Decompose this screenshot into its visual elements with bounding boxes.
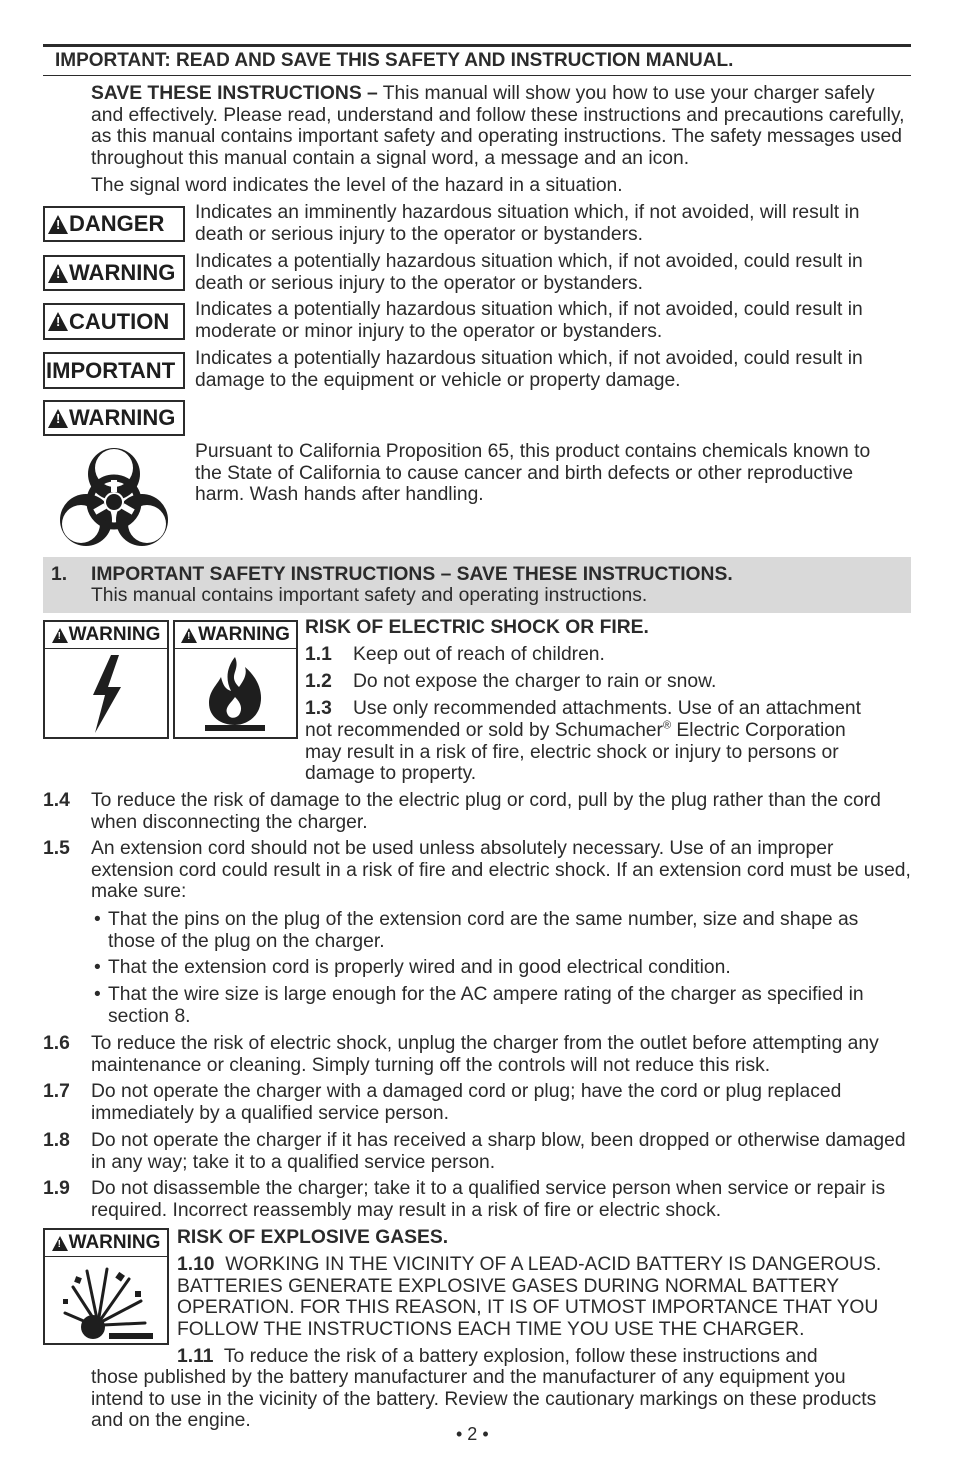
section-1-number: 1.	[51, 564, 68, 585]
top-rule	[43, 44, 911, 47]
prop65-warning-label	[43, 400, 185, 436]
item-1-7-text: Do not operate the charger with a damaged cord or plug; have the cord or plug replaced immediately by a qualified service person.	[91, 1081, 842, 1124]
item-1-8-number: 1.8	[43, 1130, 70, 1151]
important-description: Indicates a potentially hazardous situation which, if not avoided, could result in damage to the equipment or vehicle or property damage.	[195, 348, 863, 391]
shock-warning-heading	[45, 622, 167, 649]
item-1-3-text-b-main: not recommended or sold by Schumacher	[305, 720, 663, 741]
item-1-4-number: 1.4	[43, 790, 70, 811]
bullet-item	[94, 984, 909, 1027]
warning-word: WARNING	[69, 260, 176, 285]
item-1-11-number: 1.11	[177, 1346, 214, 1367]
important-label	[43, 352, 185, 389]
item-1-4-text: To reduce the risk of damage to the electric plug or cord, pull by the plug rather than the cord when disconnecting the charger.	[91, 790, 881, 833]
fire-warning-heading	[175, 622, 296, 649]
item-1-2-text: Do not expose the charger to rain or snow.	[353, 671, 717, 692]
item-1-8-text: Do not operate the charger if it has received a sharp blow, been dropped or otherwise damaged in any way; take it to a qualified service person.	[91, 1130, 906, 1173]
item-1-1-text: Keep out of reach of children.	[353, 644, 605, 665]
alert-triangle-icon	[48, 264, 68, 283]
signal-intro: The signal word indicates the level of the hazard in a situation.	[91, 175, 623, 196]
explosion-warning-heading	[45, 1230, 167, 1257]
warning-description: Indicates a potentially hazardous situation which, if not avoided, could result in death or serious injury to the operator or bystanders.	[195, 251, 863, 294]
prop65-warning-word: WARNING	[69, 405, 176, 430]
item-1-3-text-a: Use only recommended attachments. Use of an attachment	[353, 698, 861, 719]
lightning-bolt-icon	[45, 649, 167, 737]
item-1-10-number: 1.10	[177, 1254, 215, 1275]
item-1-9-text: Do not disassemble the charger; take it to a qualified service person when service or repair is required. Incorrect reassembly may result in a risk of fire or electric shock.	[91, 1178, 886, 1221]
page-header: IMPORTANT: READ AND SAVE THIS SAFETY AND INSTRUCTION MANUAL.	[55, 50, 734, 71]
item-1-3-number: 1.3	[305, 698, 332, 719]
item-1-5-text: An extension cord should not be used unless absolutely necessary. Use of an improper extension cord could result in a risk of fire and electric shock. If an extension cord must be used, make sure:	[91, 838, 911, 902]
bullet-item	[94, 909, 909, 952]
alert-triangle-icon	[52, 628, 68, 643]
fire-warning-panel	[173, 620, 298, 739]
bullet-mark: •	[94, 909, 101, 930]
intro-lead: SAVE THESE INSTRUCTIONS –	[91, 83, 378, 104]
item-1-3-text-e: damage to property.	[305, 763, 477, 784]
caution-word: CAUTION	[69, 308, 170, 334]
fire-warning-word: WARNING	[198, 624, 290, 646]
alert-triangle-icon	[48, 409, 68, 428]
item-1-7-number: 1.7	[43, 1081, 70, 1102]
bullet-text: That the extension cord is properly wired and in good electrical condition.	[108, 957, 731, 978]
alert-triangle-icon	[48, 312, 68, 331]
section-1-title: IMPORTANT SAFETY INSTRUCTIONS – SAVE THESE INSTRUCTIONS.	[91, 564, 733, 585]
page-number: • 2 •	[456, 1424, 489, 1444]
section-1-subtitle: This manual contains important safety and operating instructions.	[91, 585, 648, 606]
explosion-icon	[45, 1257, 167, 1343]
intro-paragraph	[91, 83, 911, 169]
alert-triangle-icon	[52, 1236, 68, 1251]
alert-triangle-icon	[181, 628, 197, 643]
danger-description: Indicates an imminently hazardous situation which, if not avoided, will result in death or serious injury to the operator or bystanders.	[195, 202, 860, 245]
item-1-2-number: 1.2	[305, 671, 332, 692]
item-1-11-text-first: To reduce the risk of a battery explosion, follow these instructions and	[223, 1346, 818, 1367]
item-1-6-text: To reduce the risk of electric shock, unplug the charger from the outlet before attempting any maintenance or cleaning. Simply turning off the controls will not reduce this risk.	[91, 1033, 879, 1076]
item-1-10	[177, 1254, 917, 1340]
danger-word: DANGER	[69, 211, 165, 236]
item-1-6-number: 1.6	[43, 1033, 70, 1054]
alert-triangle-icon	[48, 215, 68, 234]
bullet-mark: •	[94, 957, 101, 978]
item-1-3-text-b	[305, 720, 846, 742]
item-1-9-number: 1.9	[43, 1178, 70, 1199]
bullet-text: That the wire size is large enough for the AC ampere rating of the charger as specified in section 8.	[108, 984, 864, 1027]
shock-warning-word: WARNING	[68, 624, 161, 646]
intro-text: This manual will show you how to use your charger safely and effectively. Please read, understand and follow these instructions and precautions carefully, as this manual contains important safety and operating instructions. The safety messages used throughout this manual contain a signal word, a message and an icon.	[91, 83, 905, 169]
explosion-warning-word: WARNING	[68, 1232, 161, 1254]
item-1-3-text-d: may result in a risk of fire, electric shock or injury to persons or	[305, 742, 839, 763]
item-1-5-number: 1.5	[43, 838, 70, 859]
explosion-warning-panel	[43, 1228, 169, 1345]
item-1-1-number: 1.1	[305, 644, 332, 665]
shock-warning-panel	[43, 620, 169, 739]
registered-mark: ®	[662, 719, 672, 732]
caution-description: Indicates a potentially hazardous situation which, if not avoided, could result in moderate or minor injury to the operator or bystanders.	[195, 299, 863, 342]
bullet-item	[94, 957, 909, 979]
bullet-text: That the pins on the plug of the extension cord are the same number, size and shape as those of the plug on the charger.	[108, 909, 859, 952]
warning-label	[43, 255, 185, 291]
prop65-text: Pursuant to California Proposition 65, this product contains chemicals known to the State of California to cause cancer and birth defects or other reproductive harm. Wash hands after handling.	[195, 441, 871, 505]
explosive-heading: RISK OF EXPLOSIVE GASES.	[177, 1227, 449, 1248]
danger-label	[43, 206, 185, 242]
caution-label	[43, 303, 185, 340]
item-1-10-text: WORKING IN THE VICINITY OF A LEAD-ACID BATTERY IS DANGEROUS. BATTERIES GENERATE EXPLOSIVE GASES DURING NORMAL BATTERY OPERATION. FOR THIS REASON, IT IS OF UTMOST IMPORTANCE THAT YOU FOLLOW THE INSTRUCTIONS EACH TIME YOU USE THE CHARGER.	[177, 1254, 882, 1340]
bullet-mark: •	[94, 984, 101, 1005]
item-1-11-first	[177, 1346, 818, 1368]
item-1-3-text-c: Electric Corporation	[671, 720, 846, 741]
flame-icon	[175, 649, 296, 737]
header-rule	[43, 75, 911, 76]
important-word: IMPORTANT	[46, 357, 176, 383]
shock-heading: RISK OF ELECTRIC SHOCK OR FIRE.	[305, 617, 649, 638]
biohazard-icon	[52, 440, 176, 552]
item-1-11-rest: those published by the battery manufacturer and the manufacturer of any equipment you intend to use in the vicinity of the battery. Review the cautionary markings on these products and on the engine.	[91, 1367, 877, 1431]
